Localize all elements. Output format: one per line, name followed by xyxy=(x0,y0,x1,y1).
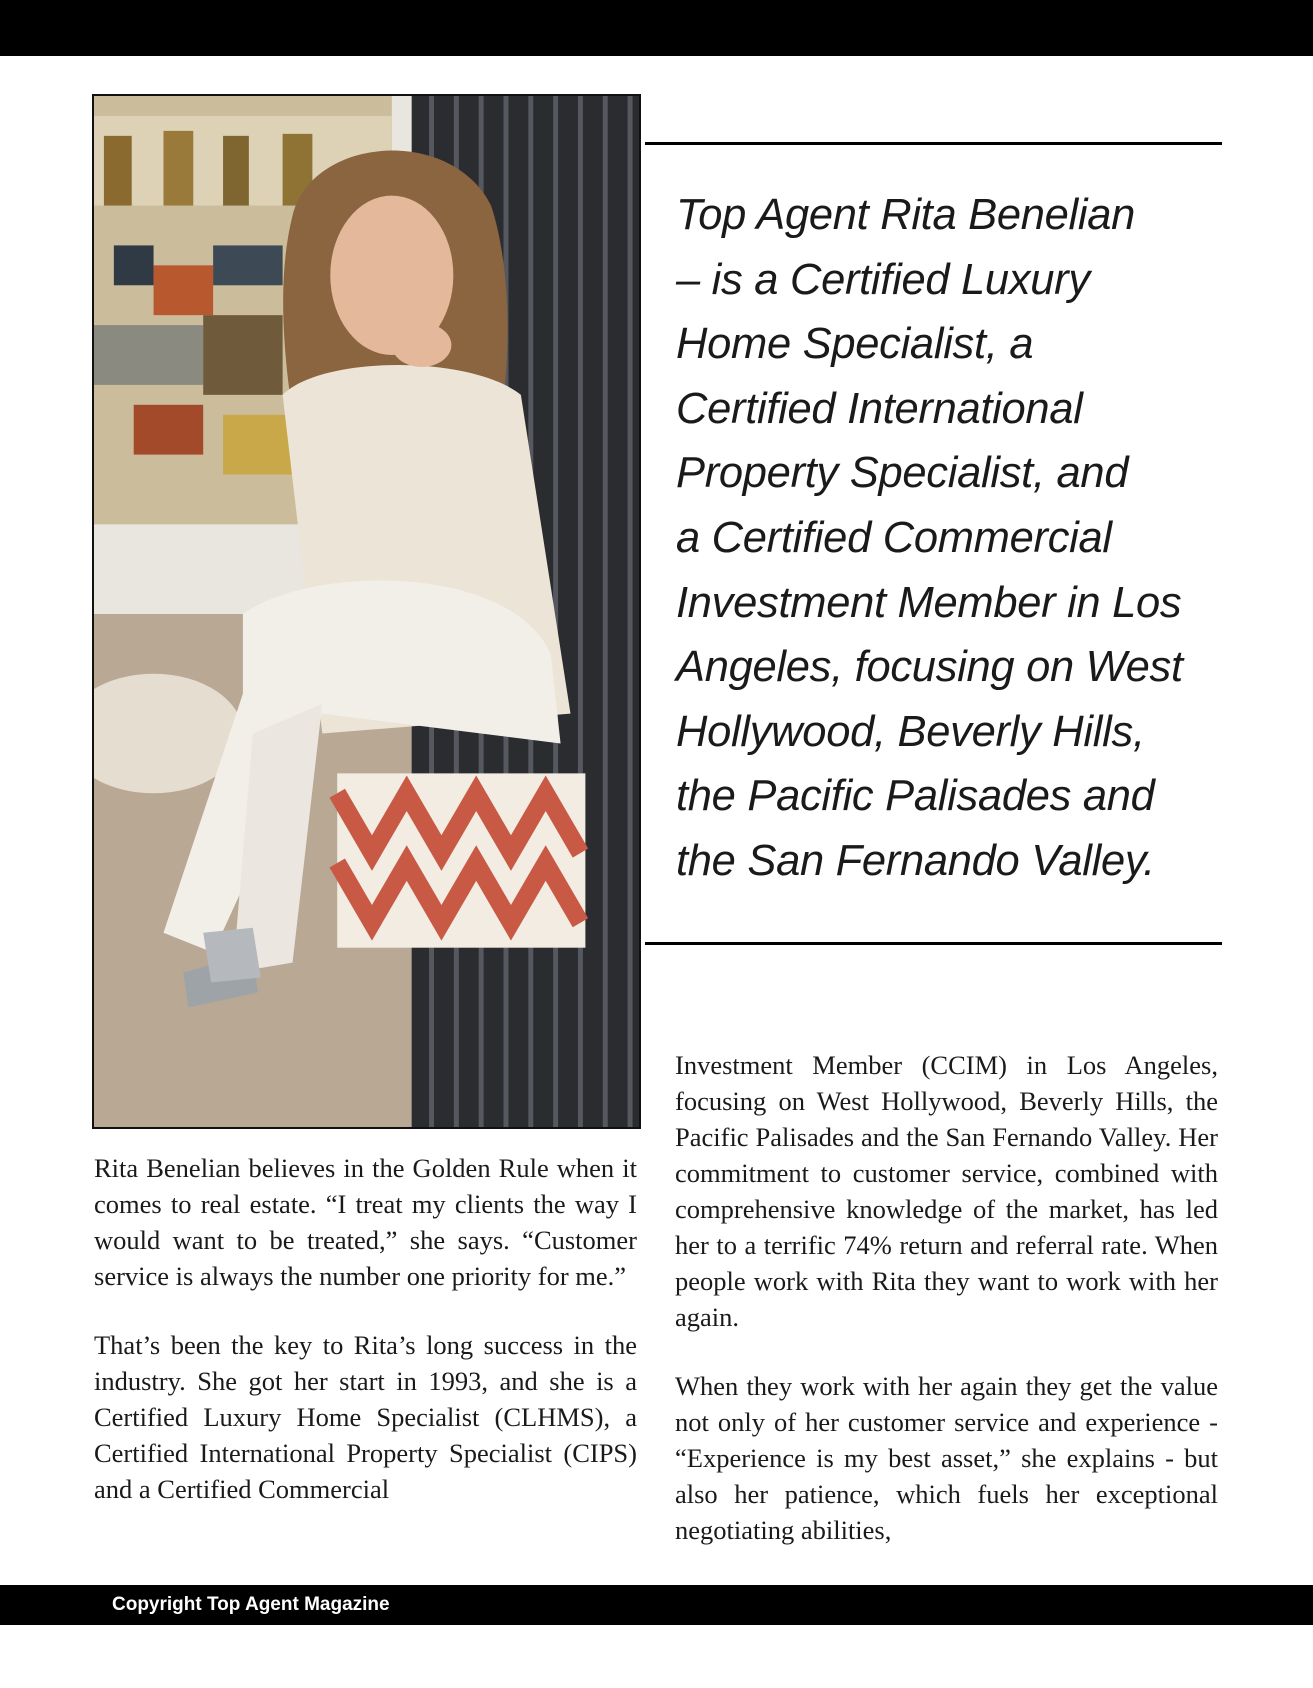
body-column-right xyxy=(675,1047,1218,1581)
pull-quote-line: the San Fernando Valley. xyxy=(676,836,1155,885)
body-paragraph: Investment Member (CCIM) in Los Angeles, focusing on West Hollywood, Beverly Hills, the Pacific Palisades and the San Fernando Valley. Her commitment to customer service, combined with comprehensive knowledge of the market, has led her to a terrific 74% return and referral rate. When people work with Rita they want to work with her again. xyxy=(675,1050,1218,1332)
pull-quote-line: Property Specialist, and xyxy=(676,449,1129,498)
body-column-left xyxy=(94,1150,637,1540)
body-paragraph: That’s been the key to Rita’s long success in the industry. She got her start in 1993, and she is a Certified Luxury Home Specialist (CLHMS), a Certified International Property Specialist (CIPS) and a Certified Commercial xyxy=(94,1330,637,1504)
agent-portrait-photo xyxy=(92,94,641,1129)
pull-quote-line: Home Specialist, a xyxy=(676,320,1034,369)
pull-quote-line: Hollywood, Beverly Hills, xyxy=(676,707,1145,756)
pull-quote-top-rule xyxy=(645,142,1222,145)
pull-quote-line: Certified International xyxy=(676,384,1083,433)
body-paragraph: Rita Benelian believes in the Golden Rule when it comes to real estate. “I treat my clients the way I would want to be treated,” she says. “Customer service is always the number one priority for me.” xyxy=(94,1153,637,1291)
top-black-bar xyxy=(0,0,1313,56)
pull-quote-line: Investment Member in Los xyxy=(676,578,1182,627)
pull-quote-line: Angeles, focusing on West xyxy=(676,643,1183,692)
footer-bar xyxy=(0,1585,1313,1625)
pull-quote-bottom-rule xyxy=(645,942,1222,945)
pull-quote-line: – is a Certified Luxury xyxy=(676,255,1090,304)
pull-quote-line: the Pacific Palisades and xyxy=(676,772,1155,821)
portrait-illustration xyxy=(94,96,639,1127)
pull-quote-line: a Certified Commercial xyxy=(676,513,1112,562)
body-paragraph: When they work with her again they get the value not only of her customer service and experience - “Experience is my best asset,” she explains - but also her patience, which fuels her exceptional negotiating abilities, xyxy=(675,1371,1218,1545)
copyright-text: Copyright Top Agent Magazine xyxy=(112,1594,390,1615)
pull-quote-line: Top Agent Rita Benelian xyxy=(676,191,1136,239)
pull-quote xyxy=(676,183,1236,894)
